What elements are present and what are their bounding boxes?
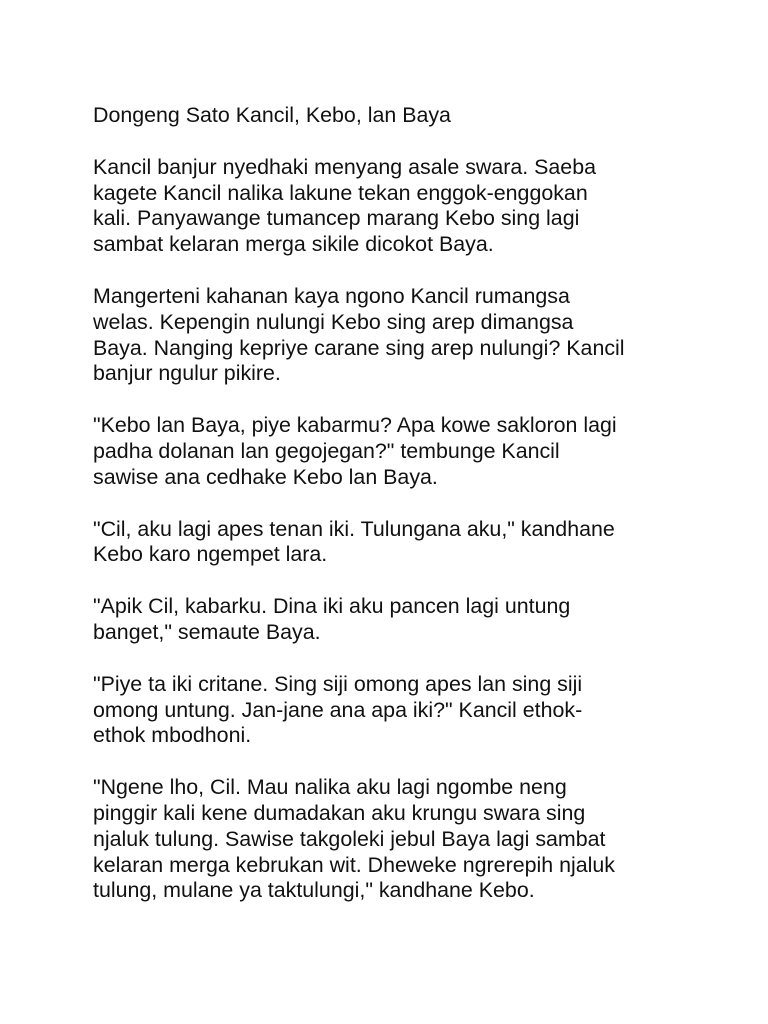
document-page bbox=[93, 103, 683, 930]
paragraph-1: Kancil banjur nyedhaki menyang asale swara. Saeba kagete Kancil nalika lakune tekan enggok-enggokan kali. Panyawange tumancep marang Kebo sing lagi sambat kelaran merga sikile dicokot Baya. bbox=[93, 154, 596, 257]
paragraph-3: "Kebo lan Baya, piye kabarmu? Apa kowe sakloron lagi padha dolanan lan gegojegan?" tembunge Kancil sawise ana cedhake Kebo lan Baya. bbox=[93, 413, 617, 489]
paragraph-5: "Apik Cil, kabarku. Dina iki aku pancen lagi untung banget," semaute Baya. bbox=[93, 594, 571, 644]
paragraph-2: Mangerteni kahanan kaya ngono Kancil rumangsa welas. Kepengin nulungi Kebo sing arep dimangsa Baya. Nanging kepriye carane sing arep nulungi? Kancil banjur ngulur pikire. bbox=[93, 283, 625, 386]
paragraph-6: "Piye ta iki critane. Sing siji omong apes lan sing siji omong untung. Jan-jane ana apa iki?" Kancil ethok- ethok mbodhoni. bbox=[93, 671, 583, 748]
document-title: Dongeng Sato Kancil, Kebo, lan Baya bbox=[93, 103, 451, 127]
paragraph-4: "Cil, aku lagi apes tenan iki. Tulungana aku," kandhane Kebo karo ngempet lara. bbox=[93, 516, 615, 567]
paragraph-7: "Ngene lho, Cil. Mau nalika aku lagi ngombe neng pinggir kali kene dumadakan aku krungu swara sing njaluk tulung. Sawise takgoleki jebul Baya lagi sambat kelaran merga kebrukan wit. Dheweke ngrerepih njaluk tulung, mulane ya taktulungi," kandhane Kebo. bbox=[93, 775, 615, 903]
